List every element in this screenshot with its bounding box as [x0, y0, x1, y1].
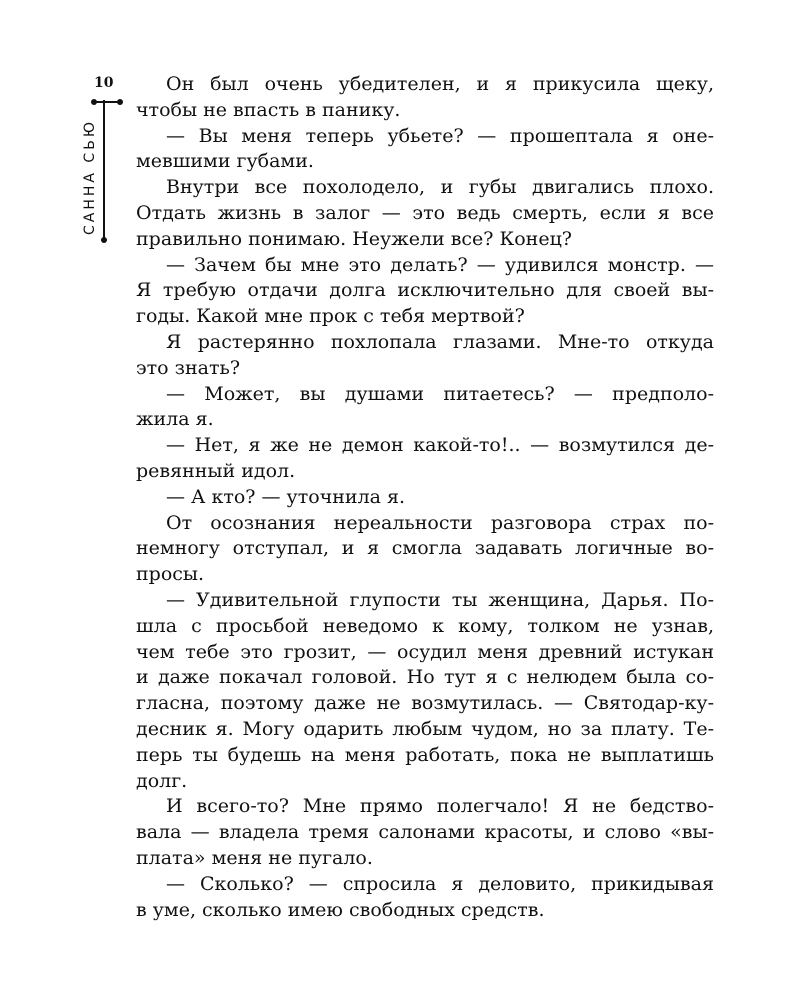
text-line: мевшими губами. [136, 150, 314, 173]
text-line: И всего-то? Мне прямо полегчало! Я не бедство- [166, 795, 714, 818]
text-line: и даже покачал головой. Но тут я с нелюдем была со- [136, 666, 714, 689]
rule-dot-left [91, 99, 97, 105]
running-head-author: САННА СЬЮ [82, 119, 98, 235]
text-line: Внутри все похолодело, и губы двигались плохо. [166, 176, 714, 199]
text-line: правильно понимаю. Неужели все? Конец? [136, 227, 572, 250]
text-line: ревянный идол. [136, 459, 296, 482]
text-line: — Вы меня теперь убьете? — прошептала я оне- [166, 124, 714, 147]
page-number: 10 [94, 75, 114, 91]
text-line: Я растерянно похлопала глазами. Мне-то откуда [166, 330, 714, 353]
text-line: в уме, сколько имею свободных средств. [136, 898, 545, 921]
text-line: — Удивительной глупости ты женщина, Дарья. По- [166, 588, 714, 611]
text-line: шла с просьбой неведомо к кому, толком не узнав, [136, 614, 714, 637]
text-line: Я требую отдачи долга исключительно для своей вы- [136, 279, 714, 302]
text-line: — Сколько? — спросила я деловито, прикидывая [166, 872, 714, 895]
text-line: перь ты будешь на меня работать, пока не выплатишь [136, 743, 714, 766]
body-text [136, 72, 714, 923]
rule-dot-bottom [101, 237, 107, 243]
text-line: это знать? [136, 356, 241, 379]
text-line: От осознания нереальности разговора страх по- [166, 511, 714, 534]
text-line: Он был очень убедителен, и я прикусила щеку, [166, 73, 714, 95]
text-line: плата» меня не пугало. [136, 846, 373, 869]
text-line: вала — владела тремя салонами красоты, и слово «вы- [136, 821, 714, 844]
text-line: немногу отступал, и я смогла задавать логичные во- [136, 537, 714, 560]
text-line: — Может, вы душами питаетесь? — предполо- [166, 382, 714, 405]
rule-dot-right [117, 99, 123, 105]
text-line: чтобы не впасть в панику. [136, 98, 401, 121]
text-line: — Зачем бы мне это делать? — удивился монстр. — [166, 253, 714, 276]
text-line: годы. Какой мне прок с тебя мертвой? [136, 305, 525, 328]
text-line: — А кто? — уточнила я. [166, 485, 406, 508]
text-line: чем тебе это грозит, — осудил меня древний истукан [136, 640, 714, 663]
text-line: — Нет, я же не демон какой-то!.. — возмутился де- [166, 434, 714, 457]
text-line: десник я. Могу одарить любым чудом, но за плату. Те- [136, 717, 714, 740]
text-line: жила я. [136, 408, 214, 431]
author-vertical-rule [103, 100, 105, 240]
text-line: Отдать жизнь в залог — это ведь смерть, если я все [136, 201, 714, 224]
text-line: гласна, поэтому даже не возмутилась. — Святодар-ку- [136, 692, 714, 715]
text-line: просы. [136, 563, 205, 586]
text-line: долг. [136, 769, 188, 792]
